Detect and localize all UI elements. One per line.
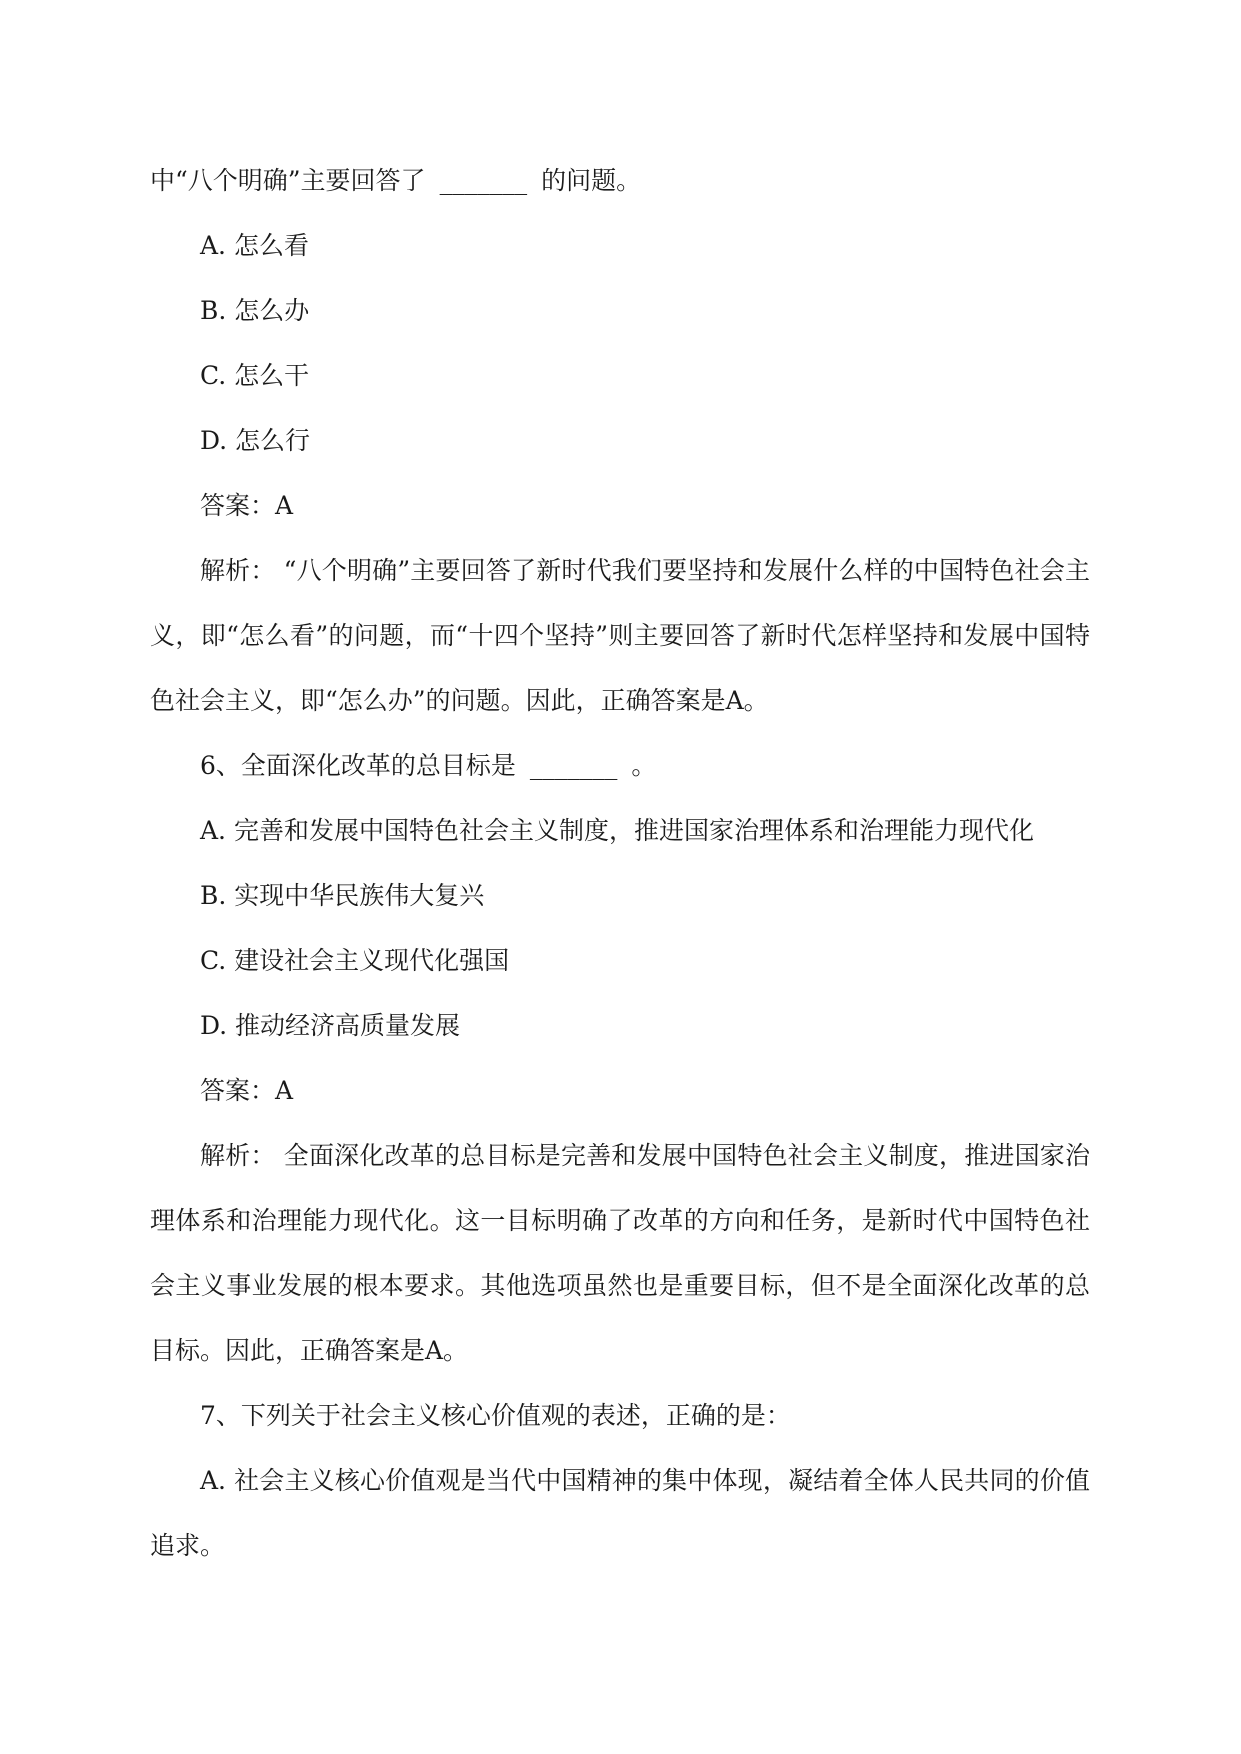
q6-option-c: C. 建设社会主义现代化强国 [200,946,510,975]
q5-stem-prefix: 中“八个明确”主要回答了 [150,166,426,195]
document-page [150,148,1090,1578]
q6-analysis: 解析： 全面深化改革的总目标是完善和发展中国特色社会主义制度，推进国家治理体系和治理能力现代化。这一目标明确了改革的方向和任务，是新时代中国特色社会主义事业发展的根本要求。其他选项虽然也是重要目标，但不是全面深化改革的总目标。因此，正确答案是A。 [150,1141,1090,1365]
q6-stem [150,733,1090,798]
q5-option-a: A. 怎么看 [200,231,309,260]
q5-analysis: 解析： “八个明确”主要回答了新时代我们要坚持和发展什么样的中国特色社会主义，即“怎么看”的问题，而“十四个坚持”则主要回答了新时代怎样坚持和发展中国特色社会主义，即“怎么办”的问题。因此，正确答案是A。 [150,556,1090,715]
q5-answer: 答案：A [200,491,294,520]
q6-option-a: A. 完善和发展中国特色社会主义制度，推进国家治理体系和治理能力现代化 [200,816,1034,845]
q7-option-a: A. 社会主义核心价值观是当代中国精神的集中体现，凝结着全体人民共同的价值追求。 [150,1466,1090,1560]
q6-option-b: B. 实现中华民族伟大复兴 [200,881,485,910]
q5-option-d: D. 怎么行 [200,426,311,455]
q6-blank: _______ [529,751,618,780]
q6-option-d: D. 推动经济高质量发展 [200,1011,461,1040]
q5-blank: _______ [439,166,528,195]
q5-option-b: B. 怎么办 [200,296,310,325]
q6-stem-prefix: 6、全面深化改革的总目标是 [200,751,516,780]
q5-stem-suffix: 的问题。 [541,166,642,195]
q5-option-c: C. 怎么干 [200,361,310,390]
q7-stem: 7、下列关于社会主义核心价值观的表述，正确的是： [200,1401,791,1430]
q6-stem-suffix: 。 [631,751,657,780]
q6-answer: 答案：A [200,1076,294,1105]
q5-stem [150,148,1090,213]
